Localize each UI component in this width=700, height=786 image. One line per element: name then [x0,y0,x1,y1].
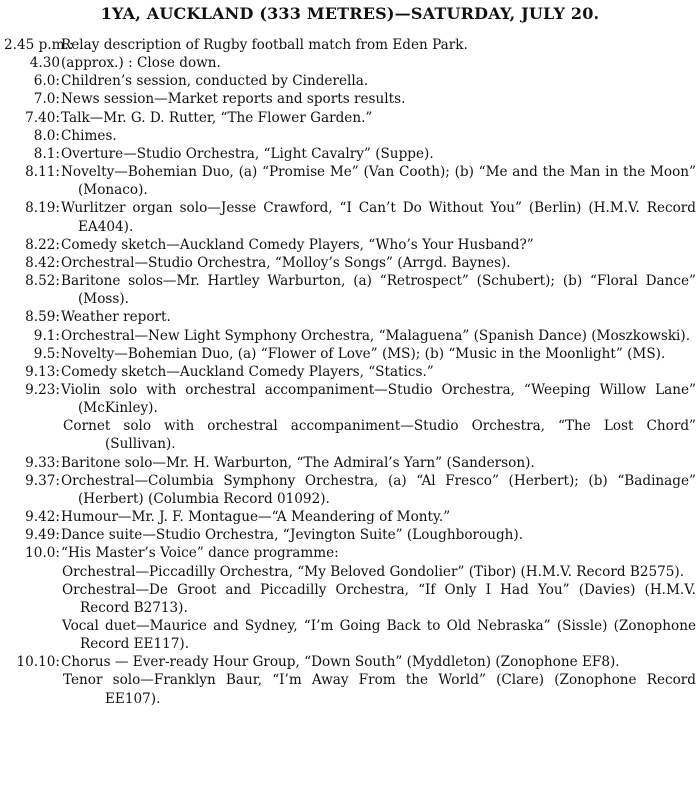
entry-text: Relay description of Rugby football match from Eden Park. [61,37,468,53]
programme-entry [0,381,700,417]
entry-time: 9.42: [25,509,60,526]
programme-entry [0,90,700,108]
programme-entry [0,563,700,581]
entry-text: Cornet solo with orchestral accompaniment—Studio Orchestra, “The Lost Chord” (Sullivan). [63,418,696,453]
programme-entry [0,454,700,472]
programme-entry [0,653,700,671]
entry-text: Weather report. [61,309,171,326]
programme-entry [0,163,700,199]
programme-entry [0,327,700,345]
entry-time: 2.45 p.m.: [4,37,74,53]
entry-time: 9.13: [25,363,60,380]
programme-entry [0,617,700,653]
entry-time: 9.49: [25,527,60,544]
entry-time: 9.33: [25,454,60,471]
entry-time: 9.37: [25,472,60,489]
programme-entry [0,508,700,526]
entry-time: 8.19: [25,200,60,217]
entry-time: 9.23: [25,381,60,398]
programme-entry [0,272,700,308]
entry-text: Violin solo with orchestral accompaniment—Studio Orchestra, “Weeping Willow Lane” (McKinley). [61,381,696,417]
programme-entry [0,472,700,508]
programme-entry [0,36,700,54]
programme-entry [0,127,700,145]
entry-text: Overture—Studio Orchestra, “Light Cavalry” (Suppe). [61,145,434,162]
entry-time: 9.1: [33,327,60,344]
entry-text: Baritone solos—Mr. Hartley Warburton, (a) “Retrospect” (Schubert); (b) “Floral Dance” (Moss). [61,273,696,308]
entry-time: 10.10: [16,654,60,671]
programme-entry [0,54,700,72]
station-heading: 1YA, AUCKLAND (333 METRES)—SATURDAY, JULY 20. [100,4,600,23]
programme-entry [0,308,700,326]
entry-text: Talk—Mr. G. D. Rutter, “The Flower Garden.” [61,109,373,126]
entry-text: Children’s session, conducted by Cinderella. [61,73,369,90]
entry-time: 6.0: [33,73,60,90]
entry-text: Novelty—Bohemian Duo, (a) “Flower of Love” (MS); (b) “Music in the Moonlight” (MS). [61,345,666,362]
entry-time: 8.22: [25,236,60,253]
entry-text: Chimes. [61,127,117,144]
entry-text: Wurlitzer organ solo—Jesse Crawford, “I Can’t Do Without You” (Berlin) (H.M.V. Record EA404). [61,200,696,235]
entry-time: 7.0: [33,91,60,108]
programme-entry [0,254,700,272]
entry-text: Novelty—Bohemian Duo, (a) “Promise Me” (Van Cooth); (b) “Me and the Man in the Moon” (Monaco). [61,164,696,199]
programme-entry [0,417,700,453]
entry-text: Humour—Mr. J. F. Montague—“A Meandering of Monty.” [61,509,451,526]
programme-entry [0,363,700,381]
programme-entry [0,109,700,127]
entry-time: 8.52: [25,273,60,290]
entry-text: Chorus — Ever-ready Hour Group, “Down South” (Myddleton) (Zonophone EF8). [61,654,620,671]
entry-text: Comedy sketch—Auckland Comedy Players, “Who’s Your Husband?” [61,236,534,253]
programme-entry [0,526,700,544]
entry-text: Baritone solo—Mr. H. Warburton, “The Admiral’s Yarn” (Sanderson). [61,454,535,471]
programme-entry [0,345,700,363]
entry-text: Orchestral—De Groot and Piccadilly Orchestra, “If Only I Had You” (Davies) (H.M.V. Record B2713). [62,581,696,616]
entry-time: 8.1: [33,145,60,162]
entry-text: Orchestral—Piccadilly Orchestra, “My Beloved Gondolier” (Tibor) (H.M.V. Record B2575). [62,563,685,580]
programme-list [0,36,700,708]
entry-time: 8.0: [33,127,60,144]
entry-time: 8.11: [25,164,60,181]
entry-text: Orchestral—Columbia Symphony Orchestra, (a) “Al Fresco” (Herbert); (b) “Badinage” (Herbert) (Columbia Record 01092). [61,472,696,507]
programme-entry [0,72,700,90]
programme-entry [0,199,700,235]
entry-time: 8.42: [25,254,60,271]
entry-time: 4.30 [29,55,60,72]
programme-entry [0,581,700,617]
entry-text: Vocal duet—Maurice and Sydney, “I’m Going Back to Old Nebraska” (Sissle) (Zonophone Record EE117). [62,618,696,653]
entry-time: 9.5: [33,345,60,362]
entry-text: Orchestral—New Light Symphony Orchestra, “Malaguena” (Spanish Dance) (Moszkowski). [61,327,691,344]
programme-entry [0,236,700,254]
entry-text: Comedy sketch—Auckland Comedy Players, “Statics.” [61,363,434,380]
programme-entry [0,671,700,707]
entry-text: (approx.) : Close down. [61,55,221,72]
programme-entry [0,145,700,163]
entry-text: “His Master’s Voice” dance programme: [61,545,339,562]
entry-time: 10.0: [25,545,60,562]
entry-text: Orchestral—Studio Orchestra, “Molloy’s Songs” (Arrgd. Baynes). [61,254,511,271]
entry-text: Tenor solo—Franklyn Baur, “I’m Away From the World” (Clare) (Zonophone Record EE107). [63,672,696,707]
entry-text: News session—Market reports and sports results. [61,91,406,108]
entry-text: Dance suite—Studio Orchestra, “Jevington Suite” (Loughborough). [61,527,524,544]
programme-entry [0,544,700,562]
entry-time: 8.59: [25,309,60,326]
entry-time: 7.40: [25,109,60,126]
